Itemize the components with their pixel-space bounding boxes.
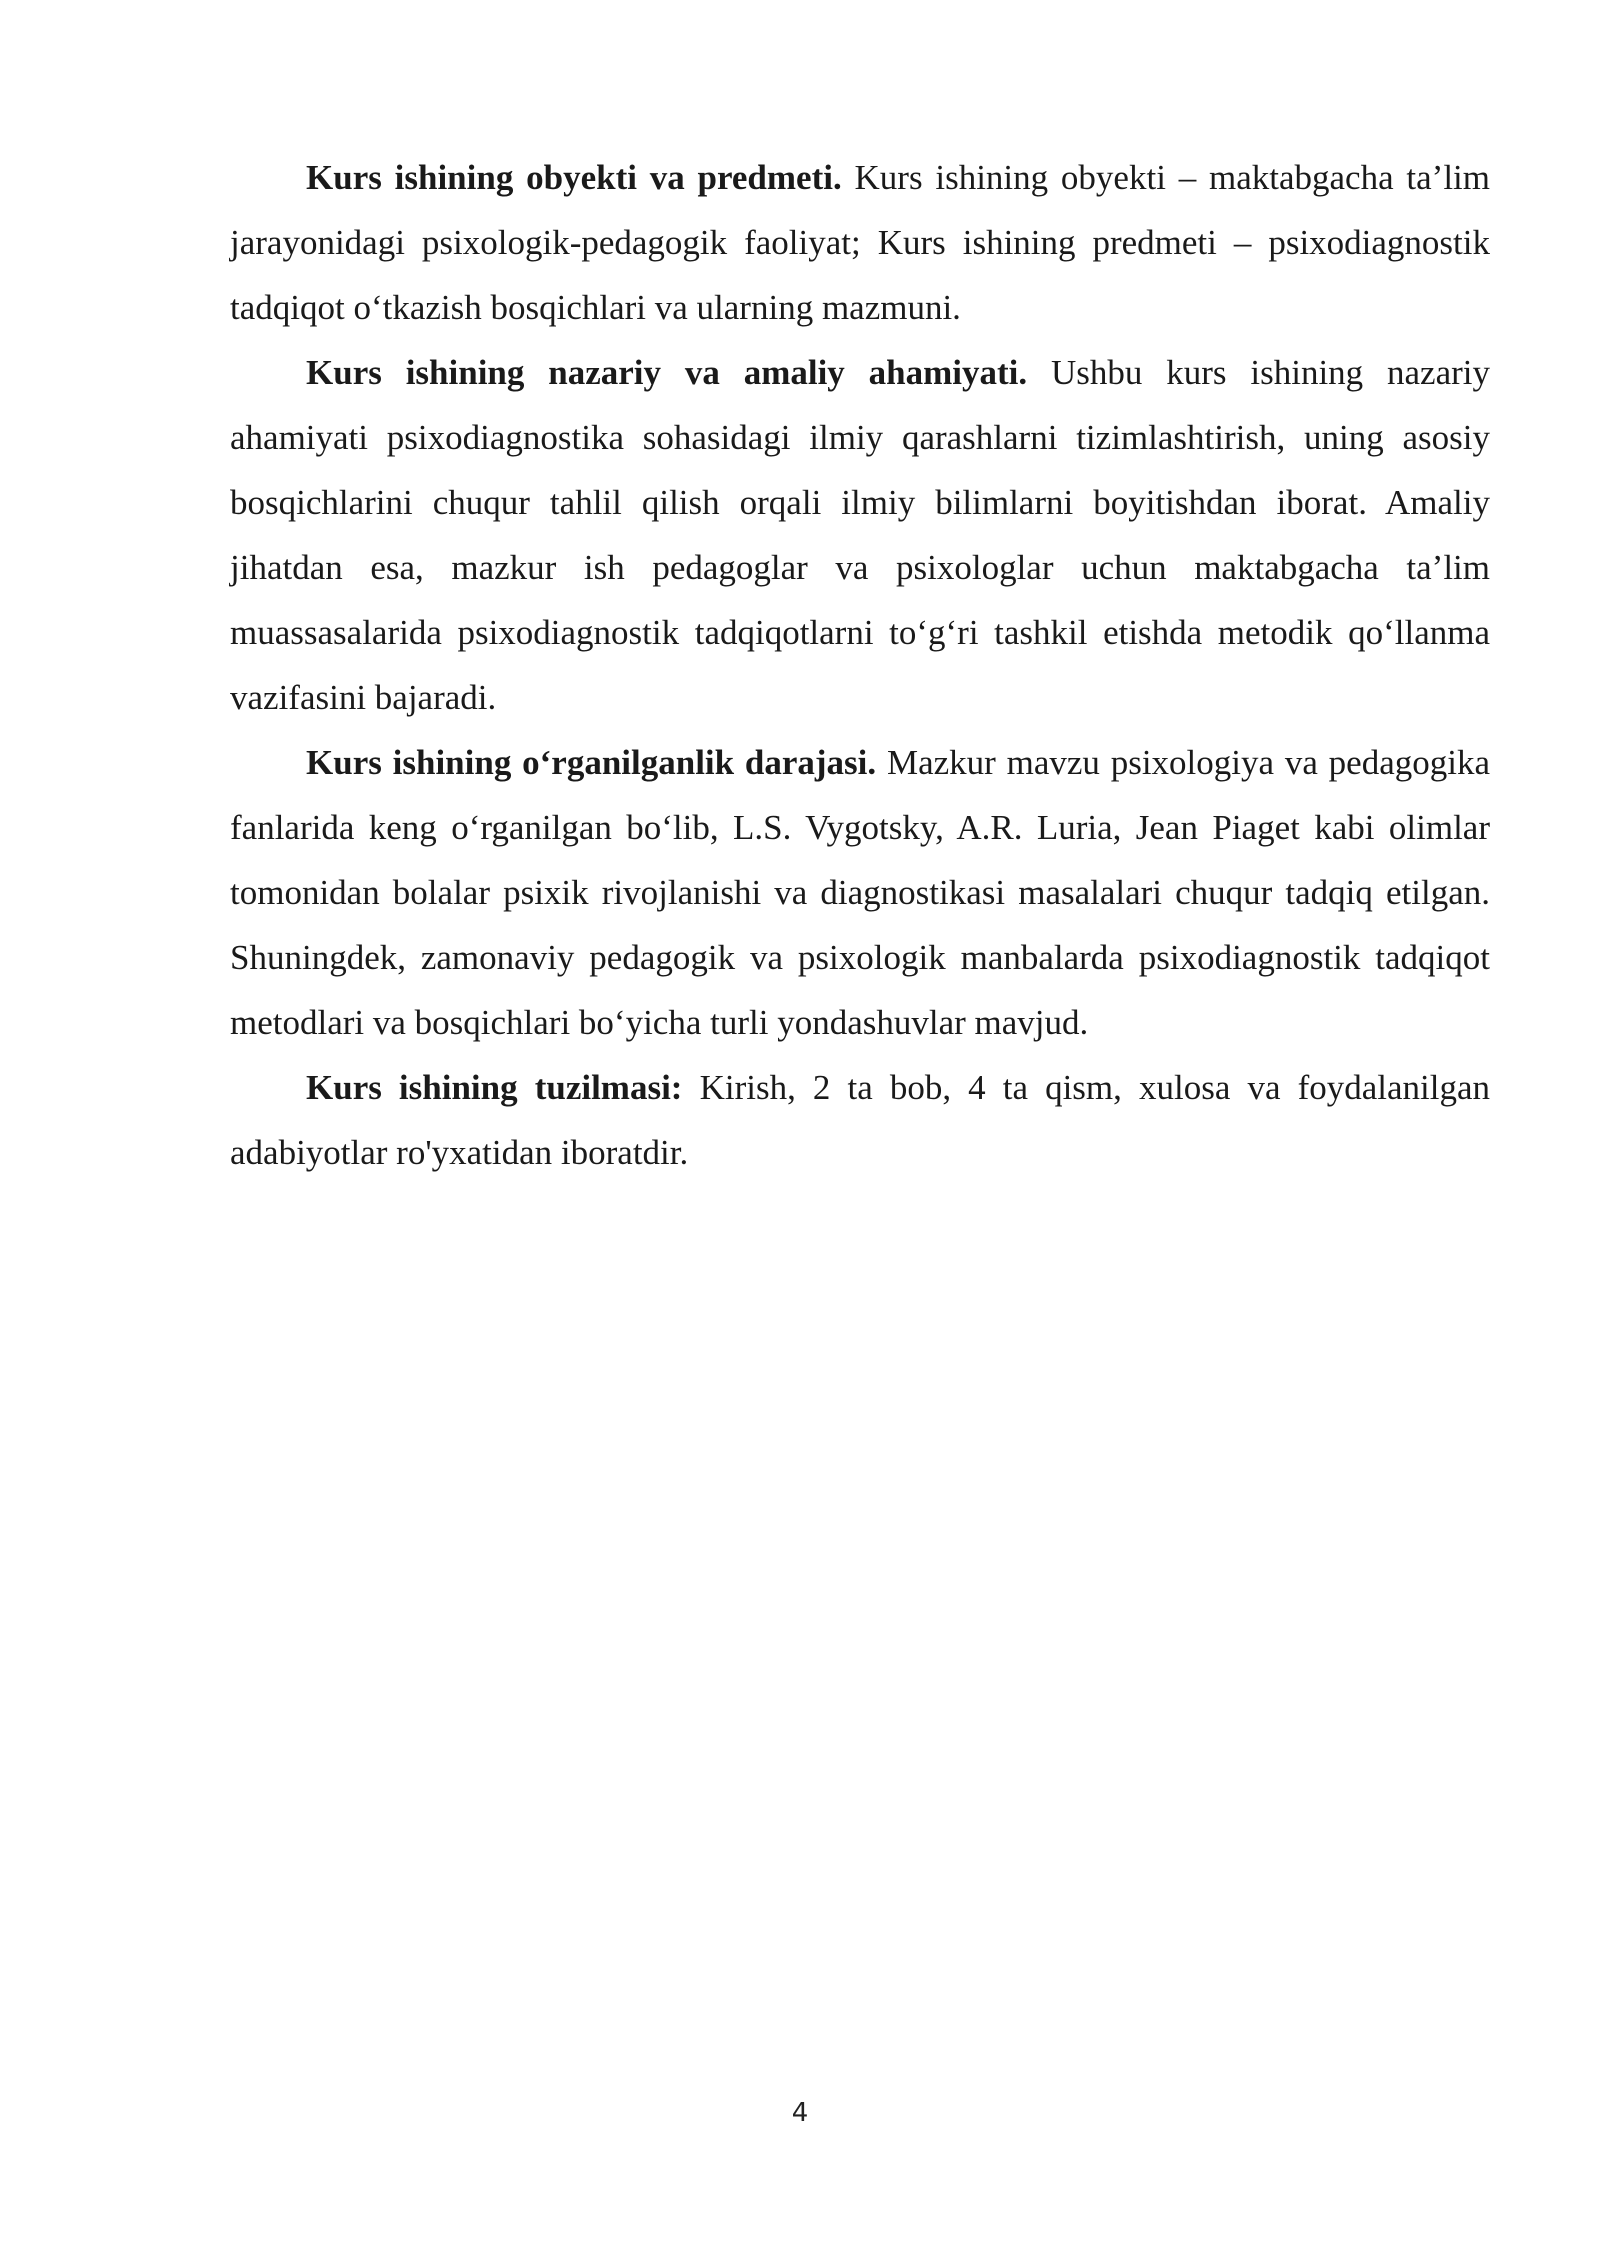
page-number: 4 — [791, 2098, 809, 2128]
paragraph-heading: Kurs ishining oʻrganilganlik darajasi. — [306, 743, 877, 782]
paragraph-heading: Kurs ishining nazariy va amaliy ahamiyati. — [306, 353, 1028, 392]
paragraph-text: Ushbu kurs ishining nazariy ahamiyati psixodiagnostika sohasidagi ilmiy qarashlarni tizimlashtirish, uning asosiy bosqichlarini chuqur tahlil qilish orqali ilmiy bilimlarni boyitishdan iborat. Amaliy jihatdan esa, mazkur ish pedagoglar va psixologlar uchun maktabgacha ta’lim muassasalarida psixodiagnostik tadqiqotlarni toʻgʻri tashkil etishda metodik qoʻllanma vazifasini bajaradi. — [230, 353, 1491, 717]
paragraph-significance — [230, 340, 1490, 730]
document-body — [230, 145, 1490, 1185]
paragraph-text: Kurs ishining obyekti – maktabgacha ta’lim jarayonidagi psixologik-pedagogik faoliyat; Kurs ishining predmeti – psixodiagnostik tadqiqot oʻtkazish bosqichlari va ularning mazmuni. — [230, 158, 1490, 327]
paragraph-heading: Kurs ishining tuzilmasi: — [306, 1068, 683, 1107]
paragraph-text: Kirish, 2 ta bob, 4 ta qism, xulosa va foydalanilgan adabiyotlar ro'yxatidan iboratdir. — [230, 1068, 1491, 1172]
paragraph-text: Mazkur mavzu psixologiya va pedagogika fanlarida keng oʻrganilgan boʻlib, L.S. Vygotsky, A.R. Luria, Jean Piaget kabi olimlar tomonidan bolalar psixik rivojlanishi va diagnostikasi masalalari chuqur tadqiq etilgan. Shuningdek, zamonaviy pedagogik va psixologik manbalarda psixodiagnostik tadqiqot metodlari va bosqichlari boʻyicha turli yondashuvlar mavjud. — [230, 743, 1490, 1042]
paragraph-object-subject — [230, 145, 1490, 340]
paragraph-research-level — [230, 730, 1490, 1055]
paragraph-heading: Kurs ishining obyekti va predmeti. — [306, 158, 842, 197]
paragraph-structure — [230, 1055, 1490, 1185]
